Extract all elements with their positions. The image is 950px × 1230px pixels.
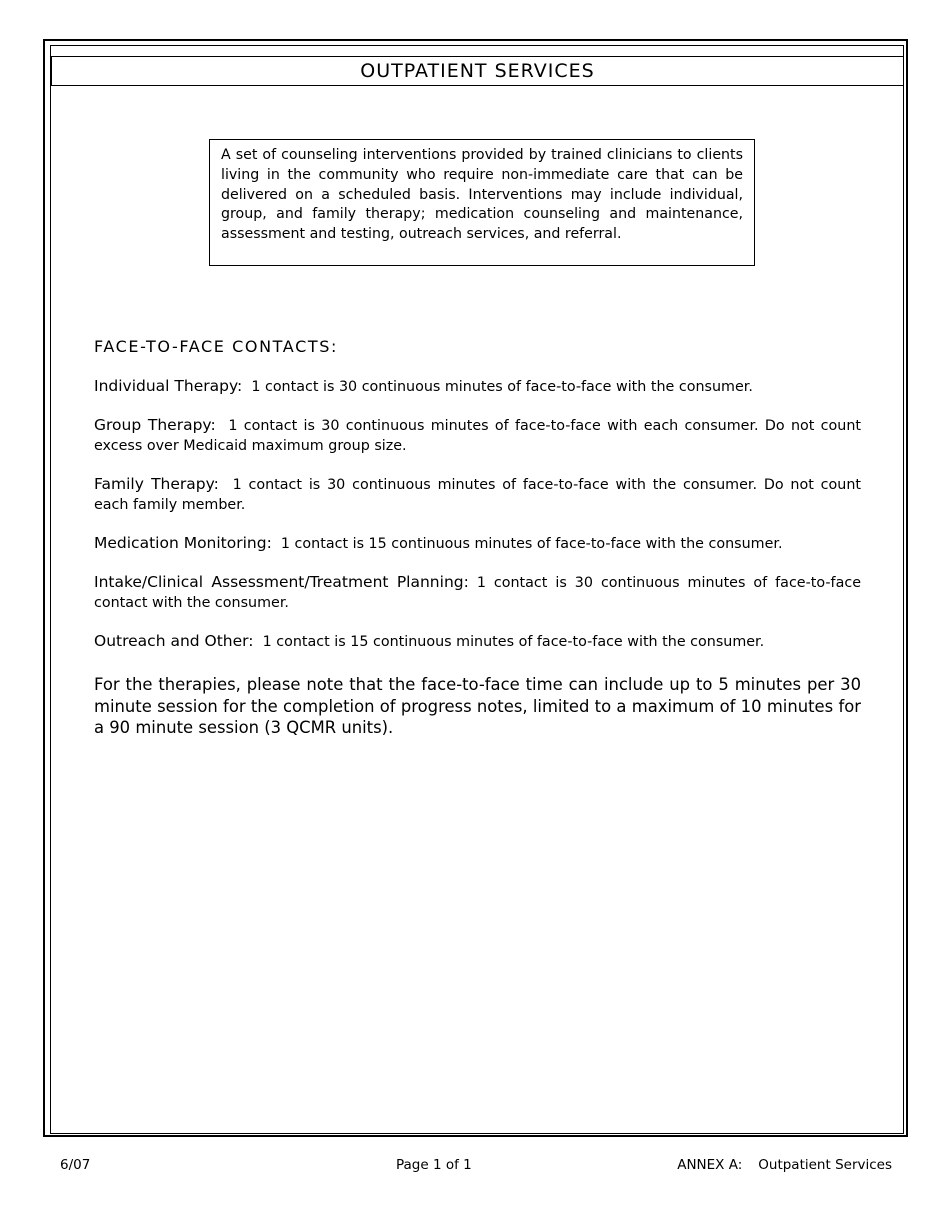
entry-text: 1 contact is 30 continuous minutes of face-to-face with each consumer. Do not count excess over Medicaid maximum group size. [94,418,861,454]
entry-outreach-other [94,632,861,653]
progress-notes-note: For the therapies, please note that the face-to-face time can include up to 5 minutes per 30 minute session for the completion of progress notes, limited to a maximum of 10 minutes for a 90 minute session (3 QCMR units). [94,675,861,737]
definition-box [209,139,755,266]
entry-text: 1 contact is 15 continuous minutes of face-to-face with the consumer. [280,536,783,552]
footer-date: 6/07 [60,1157,91,1173]
entry-individual-therapy [94,377,861,398]
entry-group-therapy [94,416,861,456]
entry-label: Outreach and Other: [94,632,254,650]
entry-label: Medication Monitoring: [94,534,272,552]
footer-annex-label: ANNEX A: [677,1157,743,1173]
entry-text: 1 contact is 15 continuous minutes of face-to-face with the consumer. [262,634,765,650]
footer-annex-title: Outpatient Services [758,1157,892,1173]
entry-text: 1 contact is 30 continuous minutes of face-to-face contact with the consumer. [94,575,861,611]
entry-label: Family Therapy: [94,475,219,493]
entry-text: 1 contact is 30 continuous minutes of face-to-face with the consumer. [251,379,753,395]
entry-text: 1 contact is 30 continuous minutes of face-to-face with the consumer. Do not count each family member. [94,477,862,513]
footer-annex [677,1156,892,1174]
page-title: OUTPATIENT SERVICES [51,56,904,86]
footer-page-number: Page 1 of 1 [396,1157,472,1173]
entry-label: Individual Therapy: [94,377,243,395]
definition-text: A set of counseling interventions provided by trained clinicians to clients living in the community who require non-immediate care that can be delivered on a scheduled basis. Interventions may include individual, group, and family therapy; medication counseling and maintenance, assessment and testing, outreach services, and referral. [221,147,743,243]
section-heading: FACE-TO-FACE CONTACTS: [94,337,338,356]
entry-family-therapy [94,475,861,515]
entry-label: Intake/Clinical Assessment/Treatment Planning: [94,573,469,591]
entry-label: Group Therapy: [94,416,216,434]
entry-medication-monitoring [94,534,861,555]
entry-intake-assessment [94,573,861,613]
